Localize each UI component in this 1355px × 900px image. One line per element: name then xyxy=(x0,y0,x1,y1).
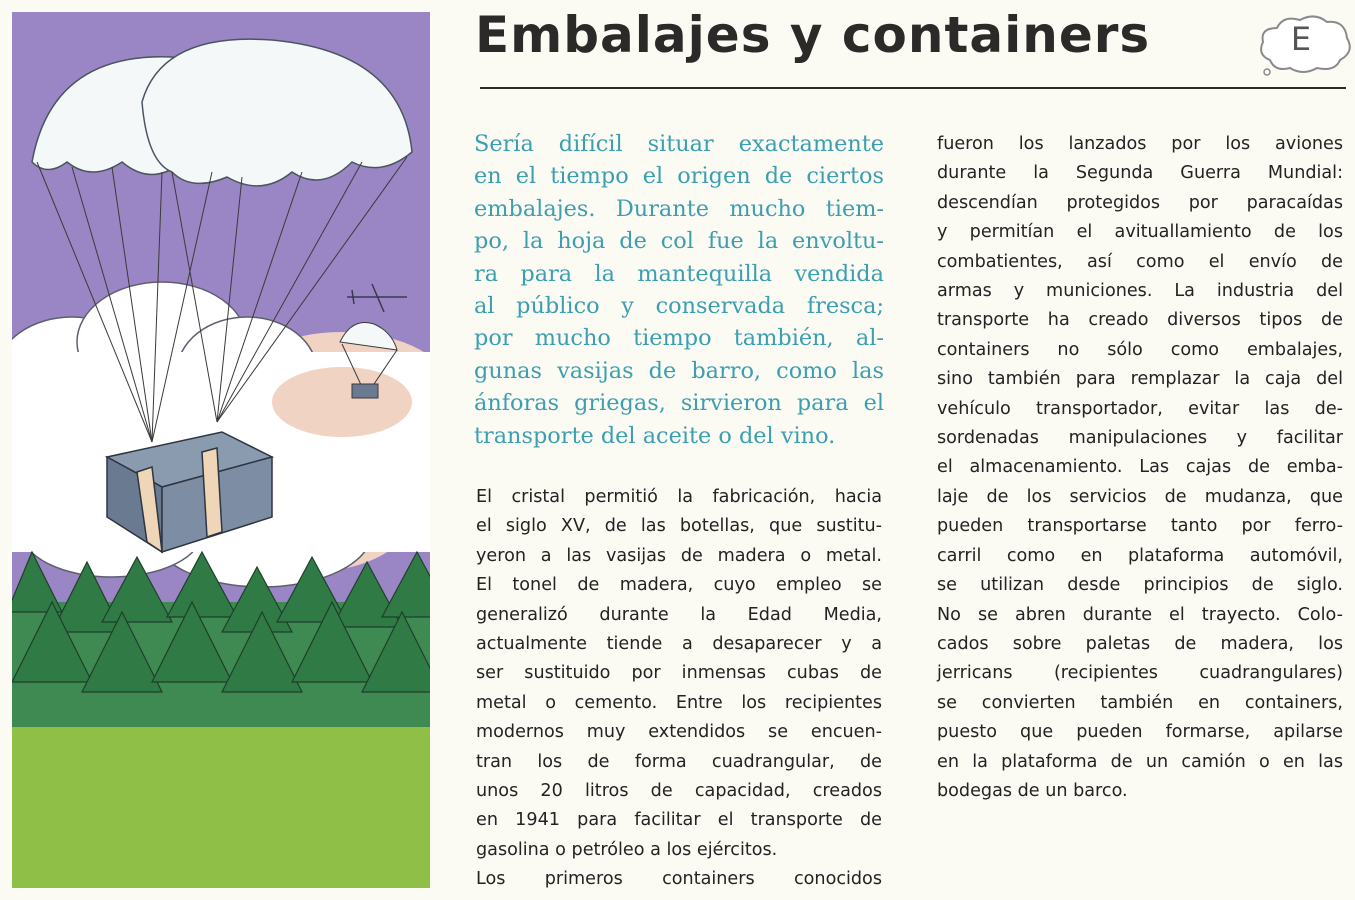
page-title: Embalajes y containers xyxy=(475,6,1151,64)
body-line: en la plataforma de un camión o en las xyxy=(937,751,1343,772)
intro-paragraph xyxy=(474,128,884,452)
body-line: el siglo XV, de las botellas, que sustitu- xyxy=(476,516,882,537)
body-line: el almacenamiento. Las cajas de emba- xyxy=(937,457,1343,478)
body-line: combatientes, así como el envío de xyxy=(937,251,1343,272)
body-line: sino también para remplazar la caja del xyxy=(937,369,1343,390)
intro-line: al público y conservada fresca; xyxy=(474,293,884,320)
intro-line: embalajes. Durante mucho tiem- xyxy=(474,195,884,222)
body-line: metal o cemento. Entre los recipientes xyxy=(476,692,882,713)
intro-line: por mucho tiempo también, al- xyxy=(474,325,884,352)
body-line: tran los de forma cuadrangular, de xyxy=(476,751,882,772)
body-line: laje de los servicios de mudanza, que xyxy=(937,486,1343,507)
body-line: unos 20 litros de capacidad, creados xyxy=(476,781,882,802)
body-line: sordenadas manipulaciones y facilitar xyxy=(937,428,1343,449)
intro-line: ánforas griegas, sirvieron para el xyxy=(474,390,884,417)
intro-line: gunas vasijas de barro, como las xyxy=(474,357,884,384)
intro-line: ra para la mantequilla vendida xyxy=(474,260,884,287)
body-line: generalizó durante la Edad Media, xyxy=(476,604,882,625)
body-line: El tonel de madera, cuyo empleo se xyxy=(476,575,882,596)
body-line: No se abren durante el trayecto. Colo- xyxy=(937,604,1343,625)
body-line: cados sobre paletas de madera, los xyxy=(937,633,1343,654)
body-line: pueden transportarse tanto por ferro- xyxy=(937,516,1343,537)
section-badge-letter: E xyxy=(1290,20,1312,58)
intro-line: transporte del aceite o del vino. xyxy=(474,422,836,449)
intro-line: Sería difícil situar exactamente xyxy=(474,131,884,157)
body-line: durante la Segunda Guerra Mundial: xyxy=(937,163,1343,184)
body-line: en 1941 para facilitar el transporte de xyxy=(476,810,882,831)
body-line: transporte ha creado diversos tipos de xyxy=(937,310,1343,331)
body-line: containers no sólo como embalajes, xyxy=(937,339,1343,360)
body-line: puesto que pueden formarse, apilarse xyxy=(937,722,1343,743)
body-line: vehículo transportador, evitar las de- xyxy=(937,398,1343,419)
body-line: actualmente tiende a desaparecer y a xyxy=(476,634,882,655)
body-column-right xyxy=(937,130,1343,806)
body-line: ser sustituido por inmensas cubas de xyxy=(476,663,882,684)
body-line: fueron los lanzados por los aviones xyxy=(937,134,1343,154)
meadow xyxy=(12,727,430,888)
body-line: descendían protegidos por paracaídas xyxy=(937,192,1343,213)
parachute-illustration xyxy=(12,12,430,888)
body-line: carril como en plataforma automóvil, xyxy=(937,545,1343,566)
body-column-left xyxy=(476,483,882,895)
body-line: se utilizan desde principios de siglo. xyxy=(937,575,1343,596)
body-line: yeron a las vasijas de madera o metal. xyxy=(476,545,882,566)
body-line: jerricans (recipientes cuadrangulares) xyxy=(937,663,1343,684)
body-line: Los primeros containers conocidos xyxy=(476,869,882,890)
intro-line: po, la hoja de col fue la envoltu- xyxy=(474,228,884,255)
intro-line: en el tiempo el origen de ciertos xyxy=(474,163,884,190)
body-line: se convierten también en containers, xyxy=(937,692,1343,713)
body-line: y permitían el avituallamiento de los xyxy=(937,222,1343,243)
title-rule xyxy=(480,87,1346,89)
body-line: gasolina o petróleo a los ejércitos. xyxy=(476,839,778,860)
body-line: armas y municiones. La industria del xyxy=(937,281,1343,302)
body-line: El cristal permitió la fabricación, hacia xyxy=(476,487,882,507)
body-line: bodegas de un barco. xyxy=(937,780,1128,801)
body-line: modernos muy extendidos se encuen- xyxy=(476,722,882,743)
